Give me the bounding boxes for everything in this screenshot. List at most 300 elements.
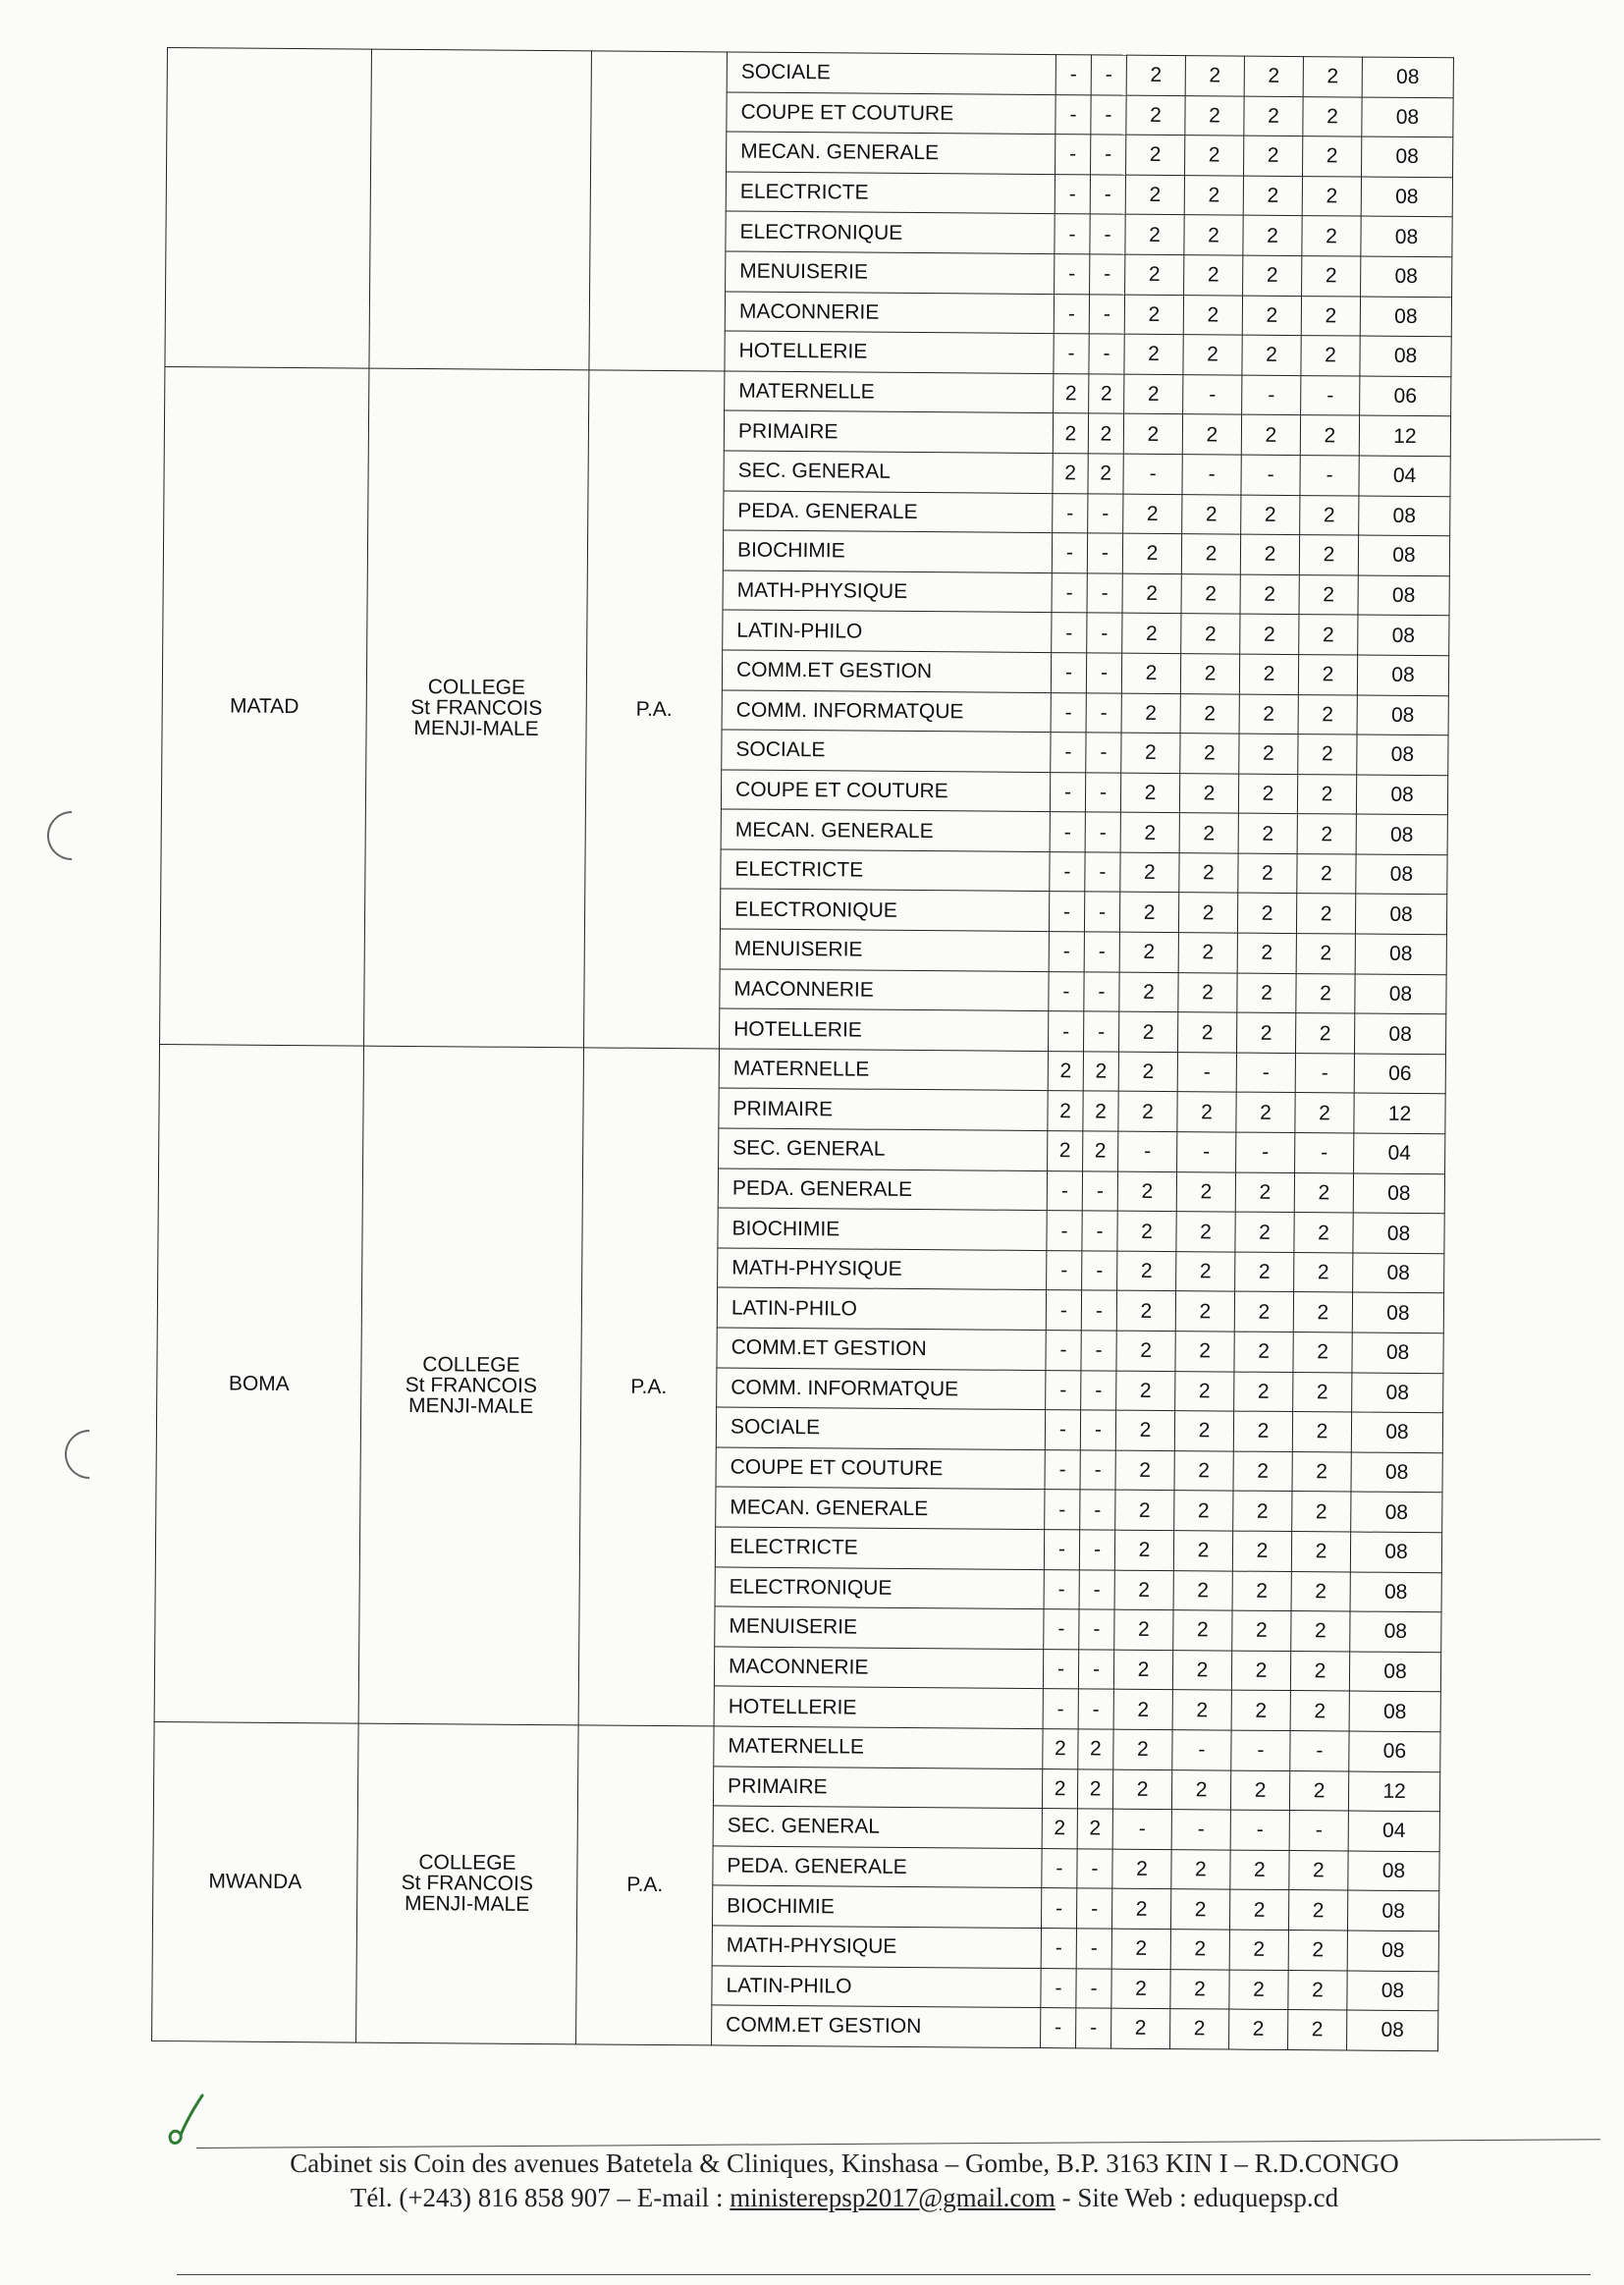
value-cell: 2 — [1300, 415, 1359, 456]
value-cell: 2 — [1231, 1690, 1290, 1730]
value-cell: 2 — [1120, 812, 1179, 852]
value-cell: 2 — [1242, 335, 1301, 375]
total-cell: 08 — [1359, 496, 1450, 536]
value-cell: 2 — [1185, 95, 1244, 136]
value-cell: 2 — [1237, 973, 1296, 1013]
school-name-line: MENJI-MALE — [407, 1393, 534, 1418]
value-cell: 2 — [1239, 654, 1298, 694]
option-cell: MATERNELLE — [725, 371, 1054, 413]
value-cell: - — [1112, 1809, 1171, 1849]
total-cell: 08 — [1349, 1691, 1440, 1731]
total-cell: 06 — [1354, 1054, 1445, 1094]
value-cell: 2 — [1125, 254, 1184, 295]
value-cell: - — [1052, 613, 1087, 653]
value-cell: - — [1082, 1211, 1117, 1251]
value-cell: - — [1231, 1730, 1290, 1770]
value-cell: 2 — [1123, 494, 1182, 534]
value-cell: 2 — [1302, 216, 1361, 256]
option-cell: BIOCHIMIE — [712, 1885, 1041, 1928]
value-cell: - — [1045, 1449, 1080, 1490]
option-cell: PEDA. GENERALE — [713, 1846, 1042, 1888]
value-cell: - — [1077, 1849, 1112, 1889]
value-cell: 2 — [1083, 1091, 1118, 1131]
value-cell: 2 — [1048, 1091, 1083, 1131]
value-cell: 2 — [1232, 1571, 1291, 1611]
total-cell: 04 — [1359, 456, 1450, 496]
value-cell: 2 — [1178, 933, 1237, 973]
value-cell: - — [1080, 1490, 1115, 1530]
value-cell: - — [1043, 1649, 1078, 1689]
option-cell: SEC. GENERAL — [719, 1128, 1048, 1170]
value-cell: 2 — [1179, 852, 1238, 893]
value-cell: - — [1091, 135, 1126, 175]
total-cell: 04 — [1354, 1133, 1445, 1173]
regime-cell: P.A. — [584, 370, 725, 1049]
value-cell: 2 — [1121, 653, 1180, 693]
value-cell: 2 — [1183, 335, 1242, 375]
total-cell: 08 — [1357, 655, 1448, 695]
value-cell: 2 — [1120, 852, 1179, 893]
value-cell: - — [1080, 1410, 1115, 1450]
total-cell: 08 — [1347, 1971, 1438, 2011]
school-name-line: COLLEGE — [422, 1352, 520, 1377]
total-cell: 08 — [1350, 1572, 1441, 1612]
option-cell: COMM.ET GESTION — [717, 1328, 1046, 1370]
value-cell: - — [1076, 1888, 1111, 1929]
value-cell: - — [1048, 1011, 1083, 1052]
value-cell: 2 — [1170, 2009, 1229, 2049]
value-cell: 2 — [1176, 1251, 1235, 1291]
value-cell: 2 — [1117, 1211, 1176, 1251]
total-cell: 08 — [1356, 775, 1447, 815]
total-cell: 06 — [1360, 376, 1451, 416]
value-cell: - — [1088, 493, 1123, 533]
total-cell: 08 — [1352, 1373, 1443, 1413]
total-cell: 12 — [1359, 415, 1450, 456]
value-cell: 2 — [1229, 1970, 1288, 2010]
value-cell: 2 — [1171, 1849, 1230, 1889]
value-cell: - — [1045, 1490, 1080, 1530]
value-cell: 2 — [1229, 1930, 1288, 1970]
value-cell: - — [1087, 613, 1122, 653]
total-cell: 08 — [1360, 336, 1451, 376]
value-cell: 2 — [1181, 573, 1240, 614]
total-cell: 08 — [1347, 1931, 1438, 1971]
value-cell: 2 — [1179, 773, 1238, 813]
value-cell: 2 — [1111, 1969, 1170, 2009]
option-cell: SEC. GENERAL — [724, 451, 1053, 493]
value-cell: - — [1041, 1888, 1076, 1929]
value-cell: 2 — [1289, 1770, 1348, 1811]
value-cell: 2 — [1122, 533, 1181, 573]
value-cell: - — [1086, 653, 1121, 693]
value-cell: 2 — [1121, 733, 1180, 773]
value-cell: - — [1044, 1530, 1079, 1570]
value-cell: 2 — [1178, 972, 1237, 1012]
option-cell: PEDA. GENERALE — [718, 1169, 1047, 1211]
value-cell: - — [1183, 374, 1242, 414]
value-cell: 2 — [1234, 1372, 1293, 1412]
value-cell: 2 — [1295, 1013, 1354, 1054]
value-cell: - — [1079, 1609, 1114, 1650]
option-cell: MATH-PHYSIQUE — [718, 1248, 1047, 1290]
value-cell: - — [1045, 1410, 1080, 1450]
value-cell: 2 — [1299, 574, 1358, 615]
value-cell: 2 — [1297, 853, 1356, 894]
value-cell: 2 — [1112, 1769, 1171, 1810]
value-cell: - — [1049, 971, 1084, 1011]
value-cell: - — [1082, 1251, 1117, 1291]
option-cell: COUPE ET COUTURE — [721, 770, 1050, 812]
value-cell: - — [1043, 1689, 1078, 1729]
value-cell: - — [1054, 334, 1089, 374]
value-cell: - — [1241, 455, 1300, 495]
value-cell: 2 — [1244, 96, 1303, 136]
value-cell: 2 — [1114, 1530, 1173, 1570]
option-cell: ELECTRONIQUE — [726, 211, 1055, 253]
regime-cell: P.A. — [578, 1048, 719, 1726]
total-cell: 08 — [1351, 1492, 1442, 1532]
option-cell: COMM.ET GESTION — [722, 650, 1051, 692]
signature-mark — [163, 2092, 208, 2150]
region-cell — [165, 48, 372, 368]
value-cell: 2 — [1126, 55, 1185, 95]
total-cell: 08 — [1350, 1611, 1441, 1652]
option-cell: PEDA. GENERALE — [724, 490, 1053, 532]
school-name-line: COLLEGE — [427, 675, 526, 699]
value-cell: 2 — [1302, 256, 1361, 297]
value-cell: 2 — [1300, 495, 1359, 535]
regime-cell — [589, 51, 728, 371]
value-cell: - — [1172, 1730, 1231, 1770]
value-cell: 2 — [1296, 894, 1355, 934]
value-cell: 2 — [1042, 1809, 1077, 1849]
footer-rule — [196, 2139, 1600, 2149]
value-cell: - — [1182, 455, 1241, 495]
value-cell: 2 — [1243, 176, 1302, 216]
option-cell: SEC. GENERAL — [713, 1806, 1042, 1848]
value-cell: 2 — [1236, 1093, 1295, 1133]
value-cell: 2 — [1299, 615, 1358, 655]
value-cell: 2 — [1043, 1728, 1078, 1768]
value-cell: 2 — [1111, 2008, 1170, 2048]
value-cell: 2 — [1238, 853, 1297, 894]
value-cell: 2 — [1111, 1929, 1170, 1969]
value-cell: 2 — [1053, 413, 1088, 454]
value-cell: - — [1081, 1370, 1116, 1410]
value-cell: - — [1295, 1053, 1354, 1093]
value-cell: 2 — [1184, 215, 1243, 255]
value-cell: 2 — [1235, 1212, 1294, 1252]
value-cell: 2 — [1241, 495, 1300, 535]
value-cell: 2 — [1232, 1610, 1291, 1651]
value-cell: 2 — [1126, 95, 1185, 136]
total-cell: 08 — [1360, 297, 1451, 337]
value-cell: 2 — [1171, 1769, 1230, 1810]
value-cell: - — [1236, 1132, 1295, 1172]
value-cell: - — [1051, 652, 1086, 692]
value-cell: 2 — [1120, 773, 1179, 813]
region-cell: MWANDA — [152, 1721, 359, 2041]
value-cell: 2 — [1291, 1571, 1350, 1611]
value-cell: 2 — [1239, 734, 1298, 774]
total-cell: 08 — [1355, 934, 1446, 974]
value-cell: - — [1242, 375, 1301, 415]
value-cell: 2 — [1288, 1890, 1347, 1931]
value-cell: 2 — [1233, 1451, 1292, 1492]
footer-website-text: - Site Web : eduquepsp.cd — [1055, 2183, 1339, 2212]
option-cell: MATH-PHYSIQUE — [712, 1926, 1041, 1968]
total-cell: 08 — [1354, 1013, 1445, 1054]
value-cell: - — [1295, 1133, 1354, 1173]
value-cell: 2 — [1174, 1411, 1233, 1451]
value-cell: 2 — [1298, 734, 1357, 775]
value-cell: - — [1047, 1170, 1082, 1211]
value-cell: 2 — [1115, 1450, 1174, 1491]
value-cell: 2 — [1294, 1213, 1353, 1253]
option-cell: MATERNELLE — [719, 1049, 1048, 1091]
value-cell: - — [1047, 1211, 1082, 1251]
footer-contact — [216, 2183, 1473, 2213]
value-cell: - — [1056, 94, 1091, 135]
total-cell: 08 — [1362, 136, 1453, 177]
punch-hole — [55, 1420, 125, 1490]
value-cell: 2 — [1289, 1850, 1348, 1890]
value-cell: 2 — [1088, 454, 1123, 494]
value-cell: 2 — [1230, 1850, 1289, 1890]
option-cell: MATERNELLE — [714, 1726, 1043, 1768]
value-cell: 2 — [1124, 374, 1183, 414]
value-cell: - — [1076, 2008, 1111, 2048]
value-cell: 2 — [1117, 1171, 1176, 1212]
value-cell: - — [1052, 572, 1087, 613]
value-cell: 2 — [1243, 255, 1302, 296]
total-cell: 08 — [1353, 1253, 1444, 1293]
value-cell: - — [1046, 1370, 1081, 1410]
value-cell: 2 — [1114, 1570, 1173, 1610]
value-cell: 2 — [1236, 1012, 1295, 1053]
value-cell: 2 — [1299, 535, 1358, 575]
value-cell: - — [1049, 892, 1084, 932]
value-cell: - — [1078, 1650, 1113, 1690]
table-row — [167, 48, 1453, 98]
value-cell: - — [1090, 214, 1125, 254]
value-cell: 2 — [1174, 1491, 1233, 1531]
value-cell: 2 — [1244, 56, 1303, 96]
value-cell: 2 — [1238, 813, 1297, 853]
value-cell: 2 — [1290, 1691, 1349, 1731]
total-cell: 08 — [1361, 177, 1452, 217]
value-cell: - — [1230, 1810, 1289, 1850]
value-cell: 2 — [1183, 295, 1242, 335]
value-cell: 2 — [1122, 613, 1181, 653]
total-cell: 08 — [1358, 615, 1449, 655]
value-cell: 2 — [1173, 1570, 1232, 1610]
value-cell: 2 — [1175, 1291, 1234, 1332]
value-cell: 2 — [1112, 1849, 1171, 1889]
value-cell: 2 — [1113, 1689, 1172, 1729]
value-cell: 2 — [1302, 176, 1361, 216]
value-cell: 2 — [1231, 1651, 1290, 1691]
footer-phone-text: Tél. (+243) 816 858 907 – E-mail : — [350, 2183, 731, 2212]
option-cell: ELECTRONIQUE — [720, 889, 1049, 931]
value-cell: 2 — [1083, 1131, 1118, 1171]
value-cell: 2 — [1048, 1131, 1083, 1171]
value-cell: - — [1041, 2008, 1076, 2048]
school-name-line: COLLEGE — [418, 1851, 516, 1876]
value-cell: 2 — [1234, 1291, 1293, 1332]
option-cell: COMM. INFORMATQUE — [717, 1368, 1046, 1410]
value-cell: 2 — [1296, 934, 1355, 974]
value-cell: 2 — [1179, 813, 1238, 853]
value-cell: - — [1080, 1450, 1115, 1491]
total-cell: 08 — [1352, 1292, 1443, 1333]
school-cell — [369, 49, 592, 369]
region-cell: BOMA — [154, 1044, 363, 1723]
option-cell: COUPE ET COUTURE — [716, 1447, 1045, 1490]
value-cell: - — [1091, 55, 1126, 95]
footer-address — [216, 2149, 1473, 2179]
value-cell: - — [1078, 1689, 1113, 1729]
option-cell: BIOCHIMIE — [718, 1208, 1047, 1250]
value-cell: - — [1084, 972, 1119, 1012]
value-cell: 2 — [1173, 1610, 1232, 1651]
value-cell: - — [1056, 135, 1091, 175]
value-cell: 2 — [1301, 336, 1360, 376]
footer-address-text: Cabinet sis Coin des avenues Batetela & Cliniques, Kinshasa – Gombe, B.P. 3163 KIN I – R.D.CONGO — [290, 2149, 1399, 2178]
value-cell: 2 — [1233, 1411, 1292, 1451]
total-cell: 08 — [1347, 1890, 1438, 1931]
total-cell: 08 — [1357, 695, 1448, 735]
value-cell: - — [1042, 1848, 1077, 1888]
value-cell: 2 — [1297, 814, 1356, 854]
value-cell: 2 — [1054, 373, 1089, 413]
total-cell: 08 — [1349, 1652, 1440, 1692]
option-cell: BIOCHIMIE — [723, 530, 1052, 572]
value-cell: 2 — [1181, 534, 1240, 574]
total-cell: 08 — [1362, 97, 1453, 137]
value-cell: 2 — [1114, 1609, 1173, 1650]
value-cell: 2 — [1296, 973, 1355, 1013]
value-cell: - — [1054, 294, 1089, 334]
value-cell: 2 — [1111, 1888, 1170, 1929]
total-cell: 08 — [1347, 2010, 1438, 2050]
value-cell: 2 — [1185, 56, 1244, 96]
value-cell: 2 — [1042, 1768, 1077, 1809]
value-cell: 2 — [1116, 1331, 1175, 1371]
value-cell: 2 — [1126, 135, 1185, 175]
value-cell: 2 — [1185, 136, 1244, 176]
value-cell: - — [1089, 294, 1124, 334]
value-cell: - — [1079, 1569, 1114, 1609]
footer-rule — [177, 2274, 1591, 2275]
value-cell: - — [1090, 175, 1125, 215]
value-cell: - — [1084, 892, 1119, 932]
value-cell: - — [1090, 254, 1125, 295]
value-cell: - — [1041, 1928, 1076, 1968]
value-cell: 2 — [1125, 215, 1184, 255]
value-cell: 2 — [1288, 1970, 1347, 2010]
value-cell: - — [1044, 1569, 1079, 1609]
value-cell: - — [1041, 1968, 1076, 2008]
value-cell: - — [1044, 1609, 1079, 1650]
value-cell: 2 — [1170, 1969, 1229, 2009]
value-cell: 2 — [1088, 413, 1123, 454]
footer-email-link[interactable]: ministerepsp2017@gmail.com — [730, 2183, 1056, 2212]
value-cell: 2 — [1170, 1889, 1229, 1930]
value-cell: 2 — [1177, 1012, 1236, 1053]
value-cell: 2 — [1178, 893, 1237, 933]
total-cell: 08 — [1356, 854, 1447, 895]
value-cell: - — [1087, 573, 1122, 614]
option-cell: ELECTRICTE — [721, 849, 1050, 892]
value-cell: 2 — [1182, 494, 1241, 534]
value-cell: 2 — [1180, 734, 1239, 774]
value-cell: 2 — [1238, 774, 1297, 814]
value-cell: - — [1177, 1132, 1236, 1172]
total-cell: 08 — [1353, 1173, 1444, 1214]
value-cell: 2 — [1232, 1531, 1291, 1571]
value-cell: 2 — [1288, 1930, 1347, 1970]
option-cell: LATIN-PHILO — [717, 1287, 1046, 1330]
option-cell: MACONNERIE — [714, 1647, 1043, 1689]
total-cell: 08 — [1355, 974, 1446, 1014]
option-cell: ELECTRONIQUE — [715, 1566, 1044, 1608]
school-cell — [358, 1046, 583, 1725]
value-cell: 2 — [1243, 215, 1302, 255]
value-cell: - — [1087, 533, 1122, 573]
value-cell: 2 — [1078, 1729, 1113, 1769]
option-cell: MATH-PHYSIQUE — [723, 571, 1052, 613]
value-cell: - — [1083, 1011, 1118, 1052]
value-cell: 2 — [1172, 1690, 1231, 1730]
value-cell: 2 — [1116, 1371, 1175, 1411]
value-cell: - — [1055, 174, 1090, 214]
value-cell: 2 — [1077, 1768, 1112, 1809]
value-cell: 2 — [1048, 1051, 1083, 1091]
value-cell: 2 — [1293, 1372, 1352, 1412]
value-cell: - — [1046, 1290, 1081, 1331]
option-cell: ELECTRICTE — [715, 1527, 1044, 1569]
value-cell: 2 — [1294, 1172, 1353, 1213]
value-cell: 2 — [1184, 175, 1243, 215]
value-cell: - — [1050, 851, 1085, 892]
value-cell: - — [1171, 1810, 1230, 1850]
total-cell: 08 — [1353, 1213, 1444, 1253]
option-cell: PRIMAIRE — [724, 410, 1053, 453]
value-cell: - — [1091, 94, 1126, 135]
value-cell: 2 — [1077, 1809, 1112, 1849]
value-cell: 2 — [1235, 1252, 1294, 1292]
value-cell: - — [1050, 772, 1085, 812]
value-cell: - — [1055, 214, 1090, 254]
value-cell: 2 — [1291, 1611, 1350, 1652]
value-cell: - — [1053, 493, 1088, 533]
school-cell — [356, 1723, 579, 2043]
value-cell: 2 — [1240, 534, 1299, 574]
value-cell: 2 — [1295, 1093, 1354, 1133]
value-cell: 2 — [1124, 295, 1183, 335]
value-cell: 2 — [1121, 693, 1180, 734]
total-cell: 08 — [1355, 895, 1446, 935]
value-cell: - — [1055, 254, 1090, 295]
school-cell — [364, 368, 589, 1048]
total-cell: 08 — [1358, 535, 1449, 575]
value-cell: 2 — [1288, 2010, 1347, 2050]
total-cell: 08 — [1356, 814, 1447, 854]
value-cell: 2 — [1292, 1451, 1351, 1492]
value-cell: 2 — [1242, 296, 1301, 336]
